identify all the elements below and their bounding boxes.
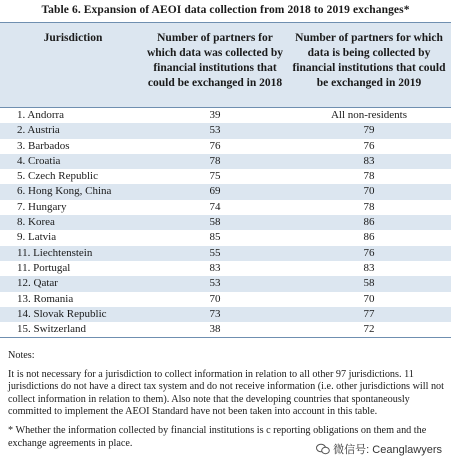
cell-2018: 53 (209, 124, 221, 137)
cell-2018: 85 (209, 231, 221, 244)
cell-2018: 78 (209, 154, 221, 167)
cell-2018: 73 (209, 307, 221, 320)
table-row (0, 200, 451, 215)
watermark-text: 微信号: Ceanglawyers (333, 444, 442, 456)
cell-2019: 77 (363, 307, 375, 320)
cell-2018: 55 (209, 246, 221, 259)
aeoi-table (0, 22, 451, 338)
cell-2018: 58 (209, 216, 221, 229)
cell-2019: 83 (363, 154, 375, 167)
cell-2019: 76 (363, 246, 375, 259)
cell-2019: 78 (363, 200, 375, 213)
cell-jurisdiction: 9. Latvia (17, 231, 57, 244)
cell-2018: 69 (209, 185, 221, 198)
table-row (0, 184, 451, 199)
table-row (0, 230, 451, 245)
table-row (0, 322, 451, 337)
cell-2018: 38 (209, 323, 221, 336)
cell-2018: 74 (209, 200, 221, 213)
cell-2019: 76 (363, 139, 375, 152)
cell-jurisdiction: 12. Qatar (17, 277, 58, 290)
cell-2018: 70 (209, 292, 221, 305)
wechat-watermark (313, 440, 445, 458)
cell-2018: 75 (209, 170, 221, 183)
cell-2018: 83 (209, 261, 221, 274)
table-row (0, 123, 451, 138)
table-row (0, 108, 451, 123)
cell-jurisdiction: 4. Croatia (17, 154, 61, 167)
cell-2019: 86 (363, 231, 375, 244)
notes-heading: Notes: (8, 350, 35, 361)
cell-2019: 86 (363, 216, 375, 229)
cell-2019: 72 (363, 323, 375, 336)
table-header (0, 22, 451, 108)
cell-2018: 53 (209, 277, 221, 290)
table-body (0, 108, 451, 338)
cell-2018: 76 (209, 139, 221, 152)
cell-jurisdiction: 3. Barbados (17, 139, 70, 152)
cell-2019: 70 (363, 185, 375, 198)
notes-paragraph-1: It is not necessary for a jurisdiction to collect information in relation to all other 97 jurisdictions. 11 jurisdictions do not have a direct tax system and do not receive information (i.e. other jurisdictions will not collect information in relation to them). Also note that the developing countries that spontaneously committed to implement the AEOI Standard have not been taken into account in this table. (8, 368, 444, 418)
cell-2019: 79 (363, 124, 375, 137)
header-2018: Number of partners for which data was collected by financial institutions that could be exchanged in 2018 (146, 32, 284, 89)
table-row (0, 215, 451, 230)
wechat-icon (316, 443, 330, 455)
table-row (0, 276, 451, 291)
table-row (0, 307, 451, 322)
cell-2019: All non-residents (330, 109, 408, 121)
cell-jurisdiction: 2. Austria (17, 124, 60, 137)
cell-jurisdiction: 11. Portugal (17, 261, 71, 274)
cell-jurisdiction: 15. Switzerland (17, 323, 87, 336)
cell-jurisdiction: 14. Slovak Republic (17, 307, 107, 320)
table-row (0, 261, 451, 276)
notes-paragraph-2: * Whether the information collected by financial institutions is c reporting obligations on them and the exchange agreements in place. (8, 424, 427, 449)
header-2019: Number of partners for which data is being collected by financial institutions that could be exchanged in 2019 (292, 32, 446, 89)
cell-2019: 83 (363, 261, 375, 274)
cell-jurisdiction: 13. Romania (17, 292, 74, 305)
cell-jurisdiction: 1. Andorra (17, 109, 65, 121)
table-row (0, 292, 451, 307)
table-title: Table 6. Expansion of AEOI data collection from 2018 to 2019 exchanges* (41, 4, 410, 16)
table-row (0, 169, 451, 184)
cell-jurisdiction: 6. Hong Kong, China (17, 185, 112, 198)
cell-jurisdiction: 5. Czech Republic (17, 170, 98, 183)
cell-2019: 58 (363, 277, 375, 290)
cell-jurisdiction: 11. Liechtenstein (17, 246, 93, 259)
table-row (0, 154, 451, 169)
header-jurisdiction: Jurisdiction (43, 32, 103, 44)
table-row (0, 139, 451, 154)
cell-jurisdiction: 7. Hungary (17, 200, 67, 213)
cell-2018: 39 (209, 109, 221, 121)
cell-2019: 70 (363, 292, 375, 305)
cell-jurisdiction: 8. Korea (17, 216, 55, 229)
cell-2019: 78 (363, 170, 375, 183)
table-row (0, 246, 451, 261)
